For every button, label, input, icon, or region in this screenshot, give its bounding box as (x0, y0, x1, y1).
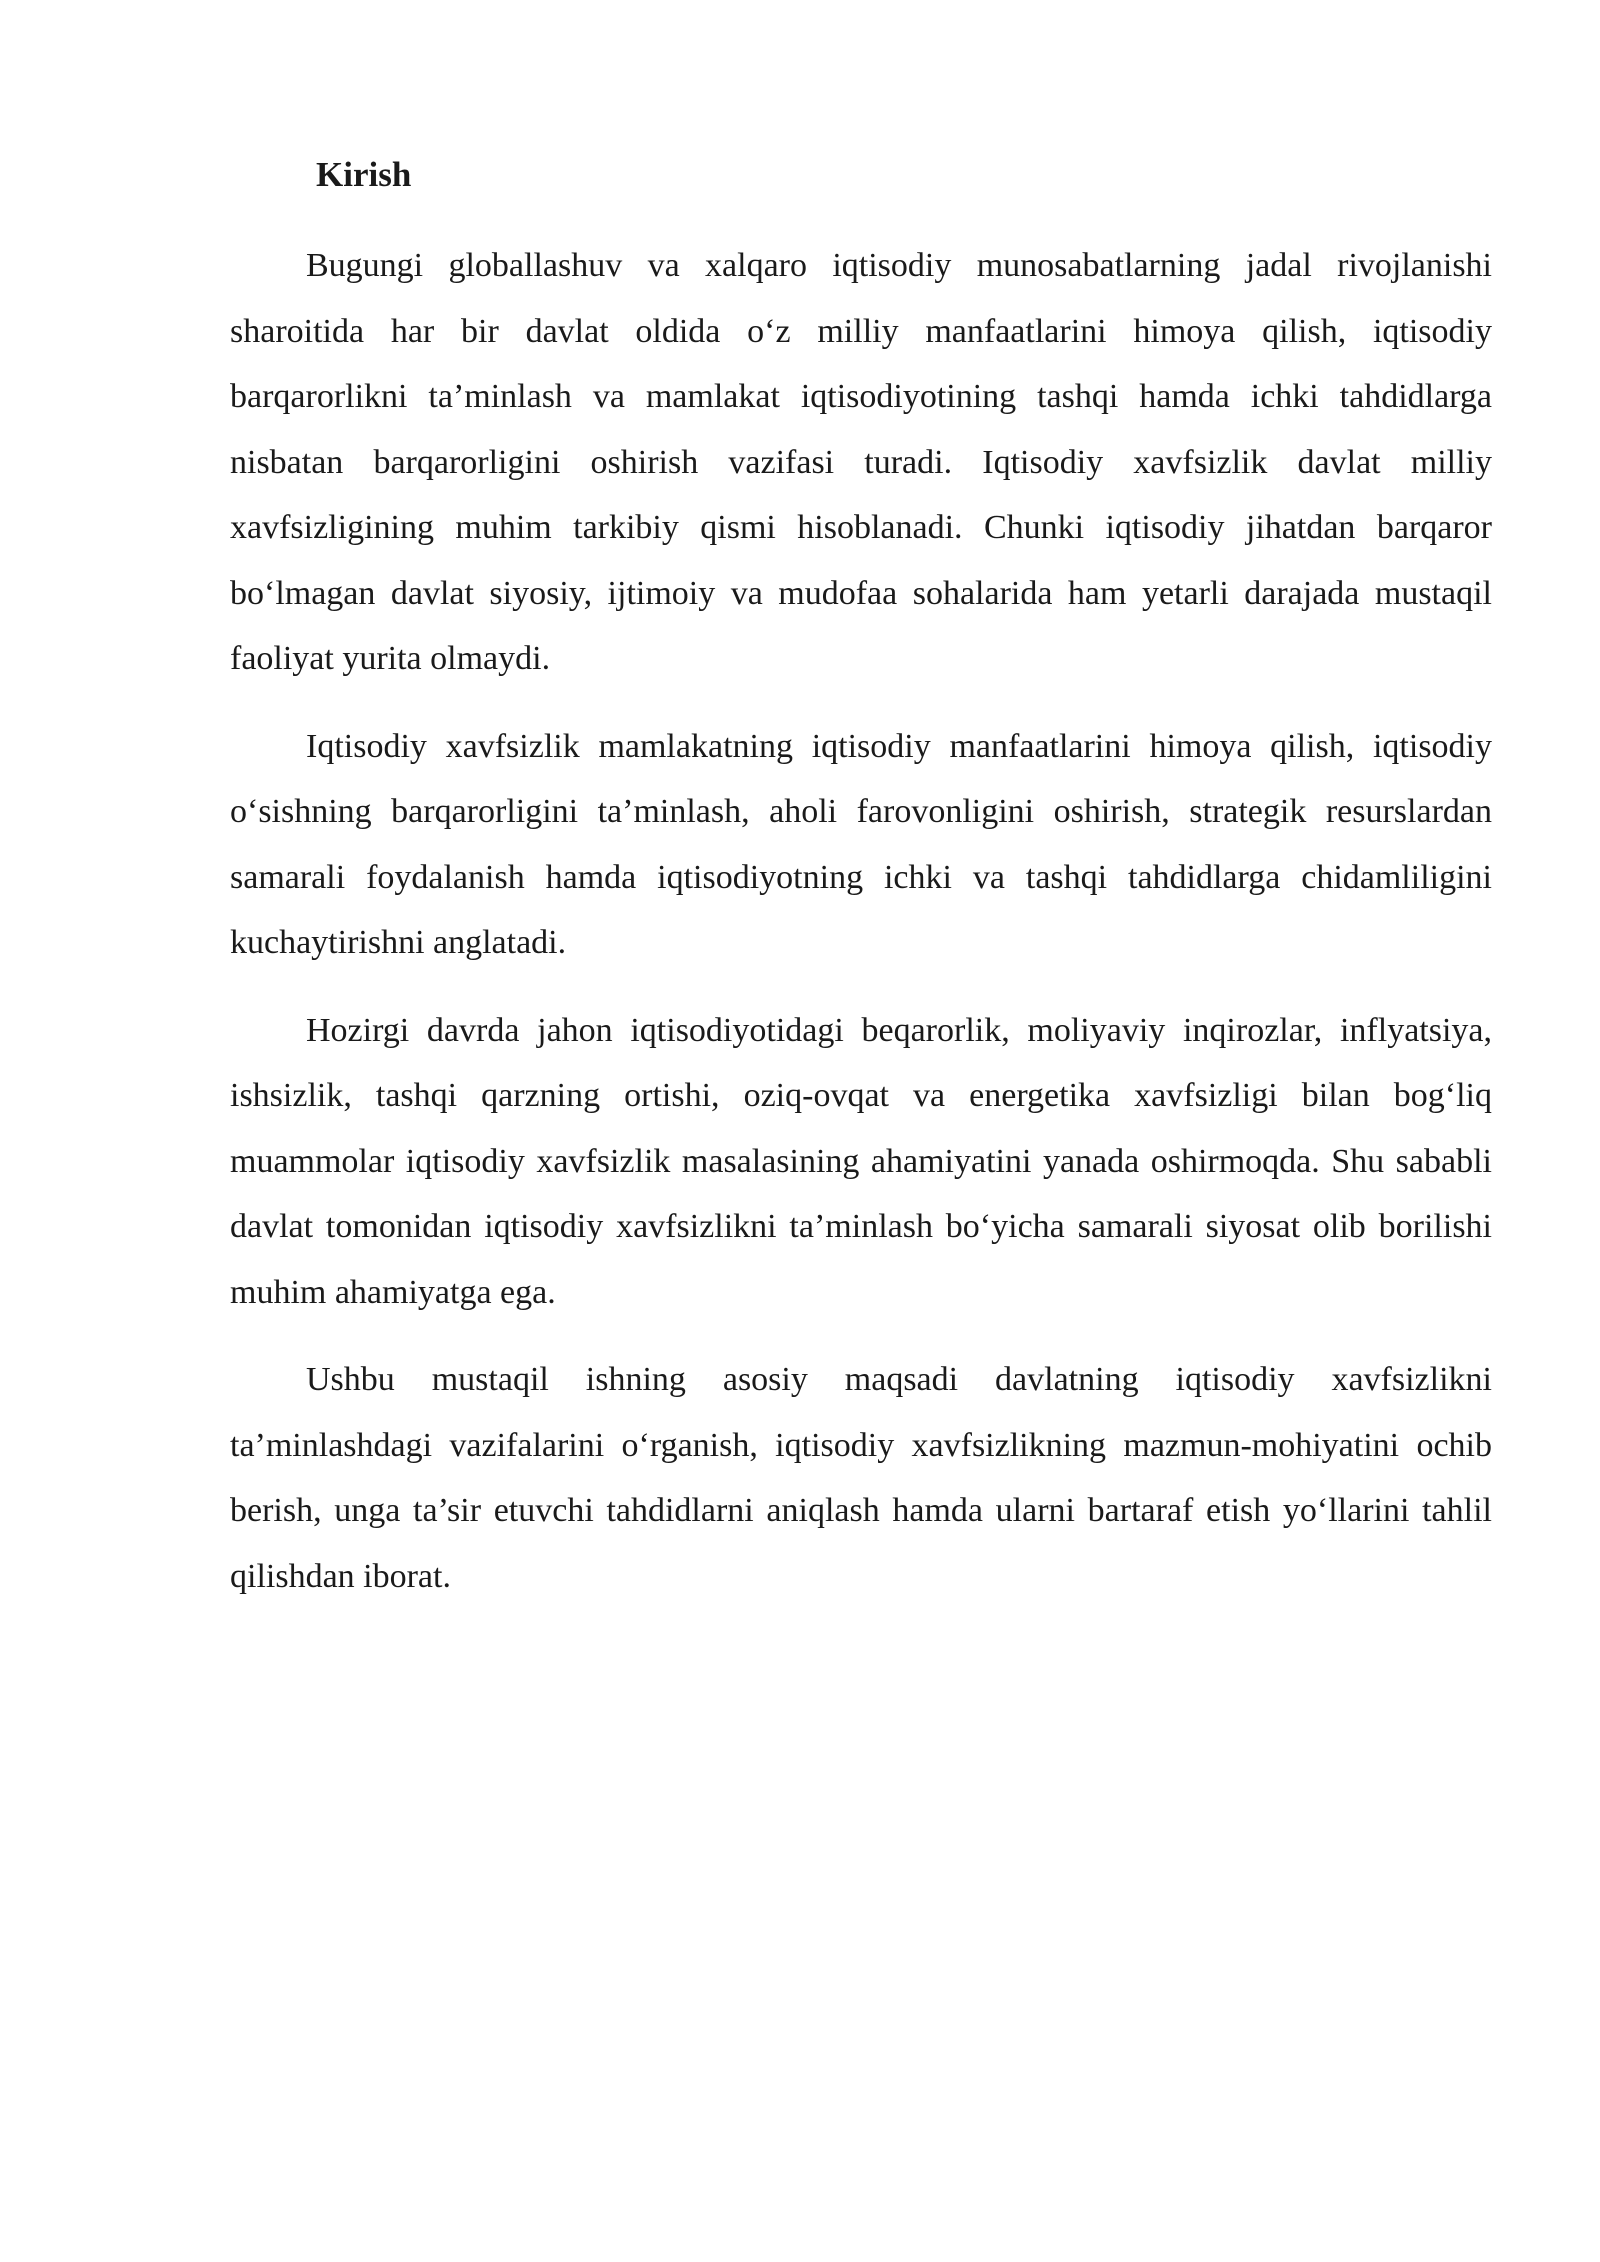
section-heading: Kirish (316, 155, 412, 194)
paragraph-2: Iqtisodiy xavfsizlik mamlakatning iqtisodiy manfaatlarini himoya qilish, iqtisodiy o‘sishning barqarorligini ta’minlash, aholi farovonligini oshirish, strategik resurslardan samarali foydalanish hamda iqtisodiyotning ichki va tashqi tahdidlarga chidamliligini kuchaytirishni anglatadi. (230, 727, 1492, 961)
paragraph-3: Hozirgi davrda jahon iqtisodiyotidagi beqarorlik, moliyaviy inqirozlar, inflyatsiya, ishsizlik, tashqi qarzning ortishi, oziq-ovqat va energetika xavfsizligi bilan bog‘liq muammolar iqtisodiy xavfsizlik masalasining ahamiyatini yanada oshirmoqda. Shu sababli davlat tomonidan iqtisodiy xavfsizlikni ta’minlash bo‘yicha samarali siyosat olib borilishi muhim ahamiyatga ega. (230, 1011, 1492, 1311)
paragraph-4: Ushbu mustaqil ishning asosiy maqsadi davlatning iqtisodiy xavfsizlikni ta’minlashdagi vazifalarini o‘rganish, iqtisodiy xavfsizlikning mazmun-mohiyatini ochib berish, unga ta’sir etuvchi tahdidlarni aniqlash hamda ularni bartaraf etish yo‘llarini tahlil qilishdan iborat. (230, 1361, 1492, 1595)
paragraph-1: Bugungi globallashuv va xalqaro iqtisodiy munosabatlarning jadal rivojlanishi sharoitida har bir davlat oldida o‘z milliy manfaatlarini himoya qilish, iqtisodiy barqarorlikni ta’minlash va mamlakat iqtisodiyotining tashqi hamda ichki tahdidlarga nisbatan barqarorligini oshirish vazifasi turadi. Iqtisodiy xavfsizlik davlat milliy xavfsizligining muhim tarkibiy qismi hisoblanadi. Chunki iqtisodiy jihatdan barqaror bo‘lmagan davlat siyosiy, ijtimoiy va mudofaa sohalarida ham yetarli darajada mustaqil faoliyat yurita olmaydi. (230, 247, 1492, 677)
document-body (230, 145, 1492, 1631)
